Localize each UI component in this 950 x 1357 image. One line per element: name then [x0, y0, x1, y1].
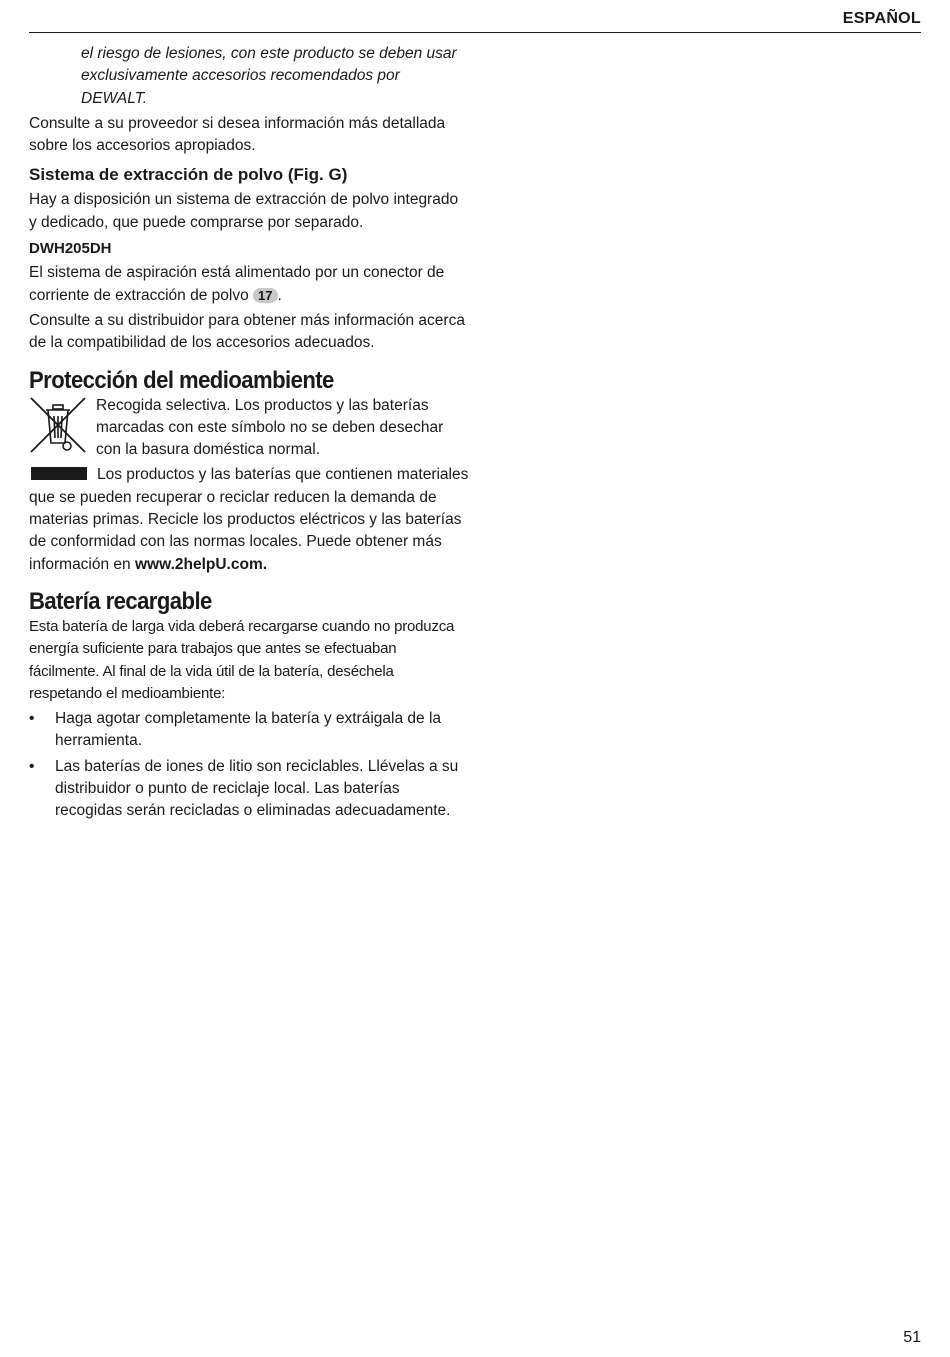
model-text-end: . — [277, 286, 282, 304]
accessory-note: el riesgo de lesiones, con este producto se deben usar exclusivamente accesorios recomendados por DEWALT. — [81, 45, 457, 107]
main-column — [29, 43, 469, 826]
battery-list — [29, 708, 469, 822]
compatibility-consult: Consulte a su distribuidor para obtener más información acerca de la compatibilidad de los accesorios adecuados. — [29, 311, 465, 352]
accessory-consult: Consulte a su proveedor si desea información más detallada sobre los accesorios apropiados. — [29, 114, 446, 155]
bullet-glyph: • — [29, 757, 35, 775]
weee-row — [29, 395, 469, 462]
model-text: El sistema de aspiración está alimentado por un conector de corriente de extracción de polvo — [29, 264, 445, 304]
recycle-text-block — [29, 464, 469, 575]
bar-symbol-icon — [31, 467, 87, 480]
callout-badge: 17 — [253, 288, 277, 303]
recycle-text: Los productos y las baterías que contienen materiales que se pueden recuperar o reciclar reducen la demanda de materias primas. Recicle los productos eléctricos y las baterías de conformidad con las normas locales. Puede obtener más información en — [29, 466, 469, 573]
header-rule — [29, 32, 921, 33]
page-number: 51 — [903, 1329, 921, 1346]
model-heading: DWH205DH — [29, 240, 112, 258]
crossed-bin-icon — [29, 396, 87, 454]
battery-body: Esta batería de larga vida deberá recargarse cuando no produzca energía suficiente para trabajos que antes se efectuaban fácilmente. Al final de la vida útil de la batería, deséchela respetando el medioambiente: — [29, 617, 455, 702]
model-description — [29, 262, 469, 307]
dust-extraction-body: Hay a disposición un sistema de extracción de polvo integrado y dedicado, que puede comprarse por separado. — [29, 191, 459, 231]
language-label: ESPAÑOL — [842, 10, 921, 27]
weee-text: Recogida selectiva. Los productos y las baterías marcadas con este símbolo no se deben desechar con la basura doméstica normal. — [96, 396, 444, 459]
list-item — [29, 708, 469, 753]
list-item-text: Las baterías de iones de litio son reciclables. Llévelas a su distribuidor o punto de reciclaje local. Las baterías recogidas serán recicladas o eliminadas adecuadamente. — [55, 757, 459, 820]
list-item-text: Haga agotar completamente la batería y extráigala de la herramienta. — [55, 710, 442, 750]
battery-heading: Batería recargable — [29, 587, 212, 615]
bullet-glyph: • — [29, 710, 35, 728]
recycle-link[interactable]: www.2helpU.com. — [134, 555, 268, 573]
dust-extraction-heading: Sistema de extracción de polvo (Fig. G) — [29, 165, 348, 185]
environment-heading: Protección del medioambiente — [29, 366, 334, 394]
list-item — [29, 756, 469, 823]
